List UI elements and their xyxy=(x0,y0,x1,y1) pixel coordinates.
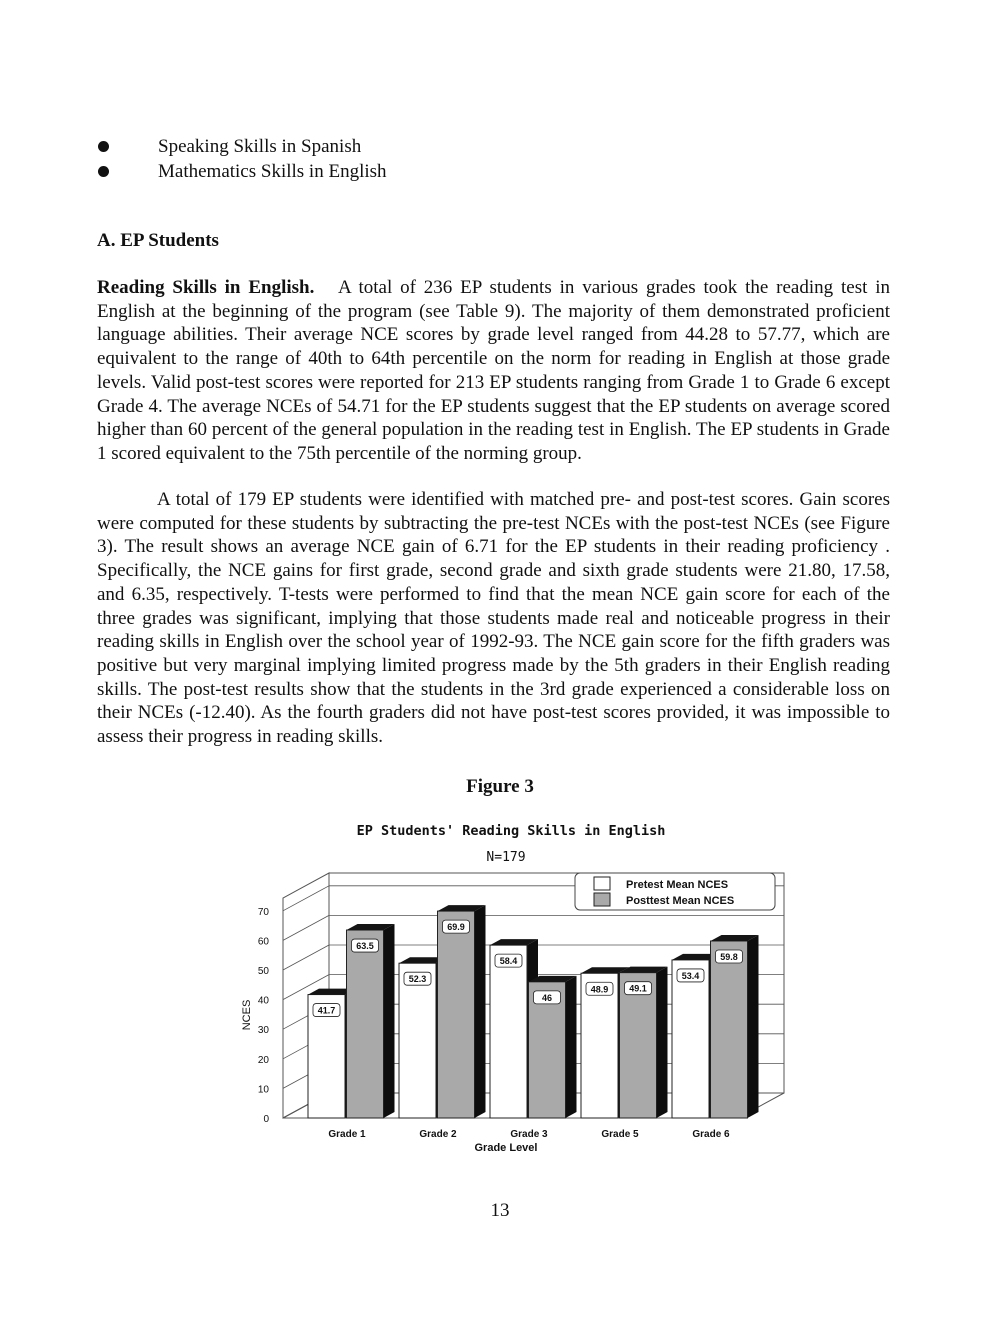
data-label: 63.5 xyxy=(356,941,374,952)
y-tick-label: 30 xyxy=(257,1025,269,1037)
paragraph-text: A total of 236 EP students in various grades took the reading test in English at the beginning of the program (see Table 9). The majority of them demonstrated proficient language abilities. Their average NCE scores by grade level ranged from 44.28 to 57.77, which are equivalent to the range of 40th to 64th percentile on the norm for reading in English at those grade levels. Valid post-test scores were reported for 213 EP students ranging from Grade 1 to Grade 6 except Grade 4. The average NCEs of 54.71 for the EP students suggest that the EP students on average scored higher than 60 percent of the general population in the reading test in English. The EP students in Grade 1 scored equivalent to the 75th percentile of the norming group. xyxy=(97,277,890,464)
chart-title: EP Students' Reading Skills in English xyxy=(356,823,666,839)
y-tick-label: 10 xyxy=(257,1084,269,1096)
chart-subtitle: N=179 xyxy=(486,850,526,865)
data-label: 59.8 xyxy=(720,951,738,962)
y-tick-label: 50 xyxy=(257,966,269,977)
data-label: 48.9 xyxy=(590,984,609,995)
bullet-text: Speaking Skills in Spanish xyxy=(158,136,362,157)
data-label: 46 xyxy=(541,992,553,1003)
y-tick-label: 40 xyxy=(257,995,269,1007)
data-label: 69.9 xyxy=(447,922,465,933)
chart-gridline-side xyxy=(283,886,329,911)
bar-side xyxy=(566,976,577,1118)
bar-side xyxy=(657,967,668,1118)
x-tick-label: Grade 2 xyxy=(419,1129,457,1140)
paragraph-gain-scores: A total of 179 EP students were identified with matched pre- and post-test scores. Gain scores were computed for these students by subtracting the pre-test NCEs with the post-test NCEs (see Figure 3). The result shows an average NCE gain of 6.71 for the EP students in their reading proficiency . Specifically, the NCE gains for first grade, second grade and sixth grade students were 21.80, 17.58, and 6.35, respectively. T-tests were performed to find that the mean NCE gain score for each of the three grades was significant, implying that those students made real and noticeable progress in their reading skills in English over the school year of 1992-93. The NCE gain score for the fifth graders was positive but very marginal implying limited progress made by the 5th graders in their English reading skills. The post-test results show that the students in the 3rd grade experienced a considerable loss on their NCEs (-12.40). As the fourth graders did not have post-test scores provided, it was impossible to assess their progress in reading skills. xyxy=(97,489,890,748)
bar xyxy=(347,930,384,1118)
legend-swatch xyxy=(594,893,610,906)
y-tick-label: 60 xyxy=(257,936,269,948)
x-tick-label: Grade 6 xyxy=(692,1129,730,1140)
section-heading: A. EP Students xyxy=(97,230,219,251)
legend-label: Pretest Mean NCES xyxy=(626,879,729,891)
x-tick-label: Grade 3 xyxy=(510,1129,548,1140)
x-tick-label: Grade 5 xyxy=(601,1129,639,1140)
y-tick-label: 70 xyxy=(257,906,269,918)
bar-side xyxy=(384,924,395,1118)
legend-swatch xyxy=(594,877,610,890)
bar xyxy=(490,945,527,1118)
figure-label: Figure 3 xyxy=(466,776,534,797)
bullet-text: Mathematics Skills in English xyxy=(158,161,387,182)
bar-side xyxy=(748,935,759,1118)
run-in-heading: Reading Skills in English. xyxy=(97,277,315,298)
bar xyxy=(711,941,748,1118)
data-label: 58.4 xyxy=(499,956,518,967)
bar-side xyxy=(475,905,486,1118)
page-number: 13 xyxy=(490,1200,510,1221)
y-tick-label: 20 xyxy=(257,1054,269,1066)
data-label: 53.4 xyxy=(681,970,700,981)
chart-gridline-side xyxy=(283,915,329,940)
bar xyxy=(438,911,475,1118)
data-label: 52.3 xyxy=(408,974,427,985)
bar xyxy=(399,963,436,1118)
chart-gridline-side xyxy=(283,945,329,970)
y-tick-label: 0 xyxy=(263,1114,269,1125)
data-label: 41.7 xyxy=(317,1005,336,1016)
x-axis-label: Grade Level xyxy=(474,1142,538,1154)
legend-label: Posttest Mean NCES xyxy=(626,895,735,907)
data-label: 49.1 xyxy=(629,983,647,994)
bar xyxy=(672,960,709,1118)
y-axis-label: NCES xyxy=(241,999,253,1031)
x-tick-label: Grade 1 xyxy=(328,1129,366,1140)
